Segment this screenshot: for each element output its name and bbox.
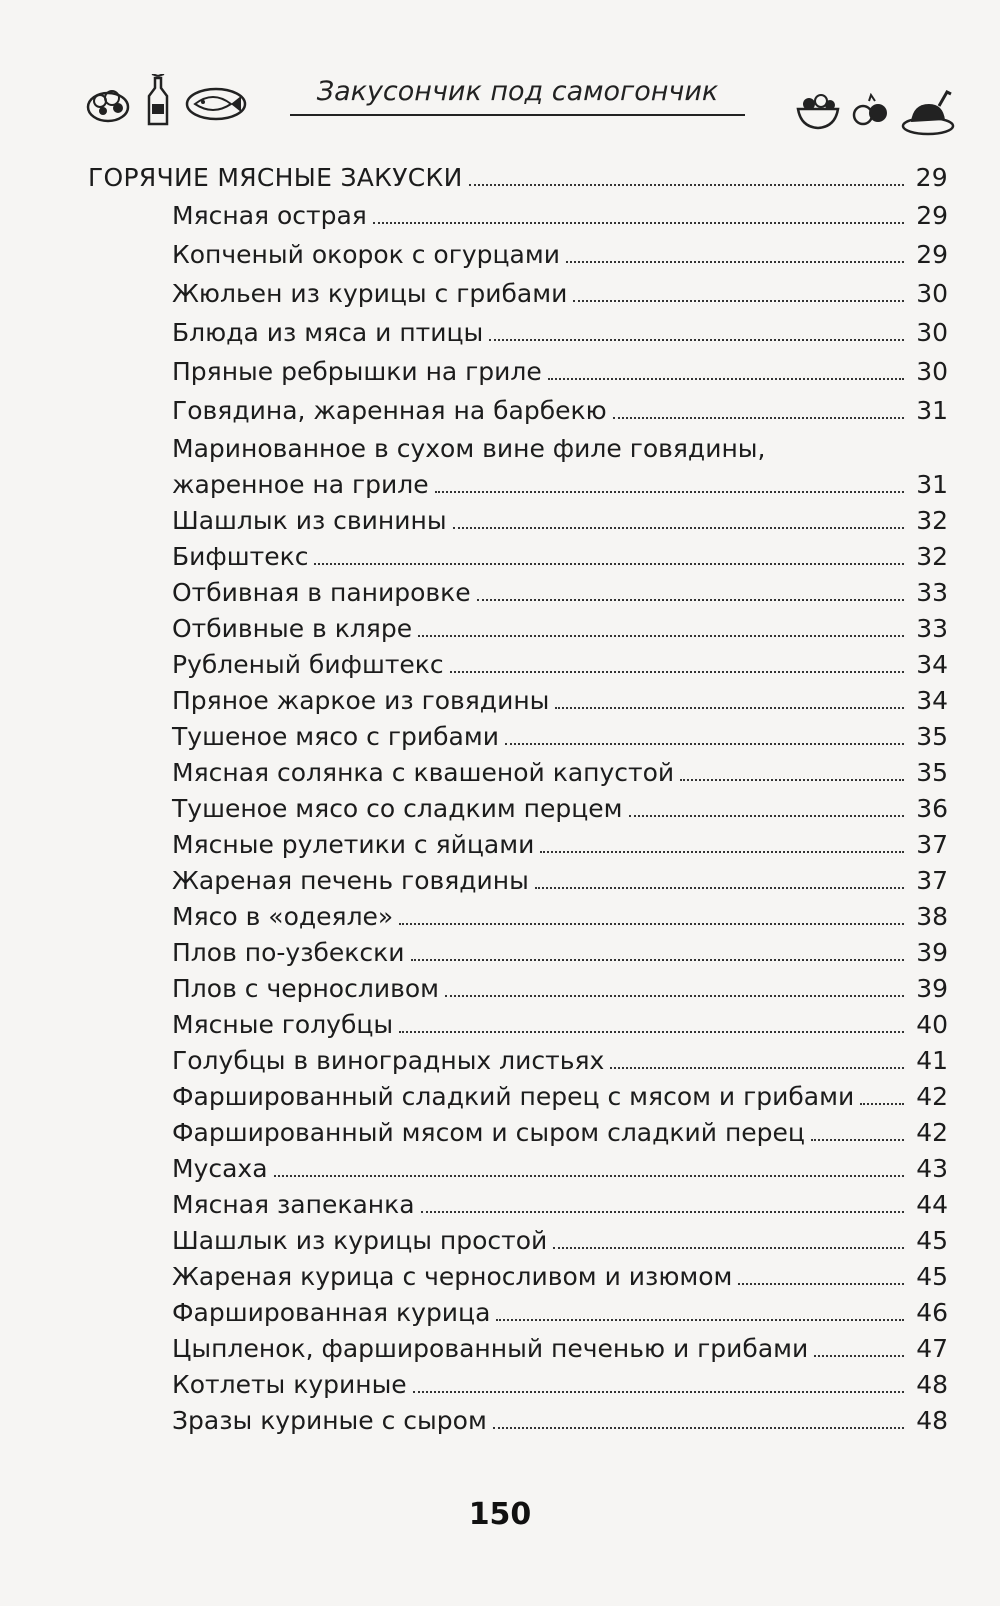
dot-leader (613, 416, 904, 419)
toc-entry-title: Тушеное мясо со сладким перцем (172, 794, 623, 823)
toc-section-title: ГОРЯЧИЕ МЯСНЫЕ ЗАКУСКИ (88, 163, 463, 192)
vegetable-bowl-icon (85, 79, 131, 125)
toc-entry-title: Мясная запеканка (172, 1190, 415, 1219)
dot-leader (811, 1138, 904, 1141)
toc-entry-page: 40 (916, 1010, 948, 1039)
toc-entry-title-line2: жаренное на гриле (172, 470, 429, 499)
toc-entry-title: Шашлык из свинины (172, 506, 447, 535)
salad-bowl-icon (795, 91, 841, 131)
toc-entry-page: 45 (916, 1262, 948, 1291)
berries-icon (851, 93, 891, 129)
toc-entry (172, 971, 948, 1007)
toc-entry-title: Мясная солянка с квашеной капустой (172, 758, 675, 787)
toc-entry-title: Пряные ребрышки на гриле (172, 357, 542, 386)
toc-entry-page: 45 (916, 1226, 948, 1255)
toc-section-heading (88, 160, 948, 196)
toc-entry (172, 827, 948, 863)
dot-leader (413, 1390, 904, 1393)
toc-entry-page: 42 (916, 1118, 948, 1147)
toc-section-page: 29 (915, 163, 948, 192)
dot-leader (566, 260, 904, 263)
header-decorations-right (795, 86, 955, 136)
dot-leader (738, 1282, 904, 1285)
toc-entry-title: Мусаха (172, 1154, 268, 1183)
toc-entry (172, 354, 948, 390)
toc-entry (172, 719, 948, 755)
page-number: 150 (468, 1497, 532, 1532)
toc-entry-page: 34 (916, 686, 948, 715)
toc-entry-page: 32 (916, 542, 948, 571)
toc-entry-page: 32 (916, 506, 948, 535)
dot-leader (680, 778, 904, 781)
toc-entry-title: Фаршированная курица (172, 1298, 491, 1327)
page-header (85, 68, 955, 138)
toc-entry (172, 1223, 948, 1259)
toc-entry-page: 33 (916, 578, 948, 607)
dot-leader (496, 1318, 904, 1321)
dot-leader (435, 490, 904, 493)
herb-bottle-icon (143, 74, 173, 130)
toc-entry (172, 237, 948, 273)
dot-leader (450, 670, 904, 673)
toc-entry (172, 315, 948, 351)
toc-entry-page: 44 (916, 1190, 948, 1219)
toc-entry (172, 1403, 948, 1439)
toc-entry (172, 1007, 948, 1043)
dot-leader (477, 598, 904, 601)
toc-entry (172, 503, 948, 539)
toc-entry (172, 611, 948, 647)
toc-entry (172, 393, 948, 429)
toc-entry-page: 34 (916, 650, 948, 679)
toc-entry-title: Жареная печень говядины (172, 866, 529, 895)
toc-entry (172, 647, 948, 683)
dot-leader (553, 1246, 904, 1249)
toc-entry (172, 467, 948, 503)
toc-entry (172, 1079, 948, 1115)
toc-entry-title: Блюда из мяса и птицы (172, 318, 484, 347)
dot-leader (505, 742, 904, 745)
toc-entry (172, 1043, 948, 1079)
dot-leader (860, 1102, 904, 1105)
dot-leader (555, 706, 904, 709)
toc-entry-title: Копченый окорок с огурцами (172, 240, 560, 269)
toc-entry-title: Фаршированный мясом и сыром сладкий перец (172, 1118, 805, 1147)
toc-entry (172, 755, 948, 791)
dot-leader (629, 814, 904, 817)
toc-entry (172, 863, 948, 899)
toc-entry (172, 1151, 948, 1187)
toc-entry (172, 935, 948, 971)
toc-entry-title-line1: Маринованное в сухом вине филе говядины, (172, 434, 766, 463)
toc-entry (172, 683, 948, 719)
toc-entry (172, 539, 948, 575)
toc-entry (172, 575, 948, 611)
toc-entry (172, 276, 948, 312)
toc-entry-title: Зразы куриные с сыром (172, 1406, 487, 1435)
toc-entry-title: Тушеное мясо с грибами (172, 722, 499, 751)
toc-entry-page: 35 (916, 758, 948, 787)
toc-entry-page: 30 (916, 318, 948, 347)
dot-leader (814, 1354, 904, 1357)
toc-entry-title: Мясные рулетики с яйцами (172, 830, 535, 859)
toc-entry-title: Жюльен из курицы с грибами (172, 279, 568, 308)
toc-entry (172, 899, 948, 935)
dot-leader (274, 1174, 904, 1177)
toc-entry (172, 1187, 948, 1223)
toc-entry-page: 42 (916, 1082, 948, 1111)
roast-chicken-icon (901, 86, 955, 136)
toc-entry-page: 43 (916, 1154, 948, 1183)
dot-leader (314, 562, 904, 565)
toc-entry-title: Рубленый бифштекс (172, 650, 444, 679)
toc-entry-title: Мясная острая (172, 201, 367, 230)
toc-entry (172, 1367, 948, 1403)
toc-entry-page: 48 (916, 1370, 948, 1399)
toc-entry-page: 48 (916, 1406, 948, 1435)
toc-entry-page: 36 (916, 794, 948, 823)
toc-entry-title: Шашлык из курицы простой (172, 1226, 548, 1255)
toc-entry-page: 38 (916, 902, 948, 931)
toc-entry-title: Мясо в «одеяле» (172, 902, 394, 931)
dot-leader (411, 958, 905, 961)
dot-leader (421, 1210, 904, 1213)
toc-entry-page: 37 (916, 830, 948, 859)
toc-entry-page: 47 (916, 1334, 948, 1363)
dot-leader (399, 922, 904, 925)
toc-entry (172, 1259, 948, 1295)
toc-entry (172, 1115, 948, 1151)
dot-leader (535, 886, 904, 889)
toc-entry (172, 1295, 948, 1331)
toc-entry-title: Плов по-узбекски (172, 938, 405, 967)
toc-entry-page: 30 (916, 279, 948, 308)
toc-entry-page: 39 (916, 938, 948, 967)
toc-entry-page: 37 (916, 866, 948, 895)
toc-entry-title: Говядина, жаренная на барбекю (172, 396, 607, 425)
toc-entry (172, 791, 948, 827)
toc-entry-title: Отбивные в кляре (172, 614, 413, 643)
dot-leader (548, 377, 904, 380)
dot-leader (610, 1066, 904, 1069)
toc-entry-page: 31 (916, 396, 948, 425)
toc-entry-page: 31 (916, 470, 948, 499)
dot-leader (373, 221, 904, 224)
header-decorations-left (85, 74, 247, 130)
toc-entry (172, 1331, 948, 1367)
dot-leader (573, 299, 904, 302)
dot-leader (453, 526, 904, 529)
toc-entry-page: 46 (916, 1298, 948, 1327)
toc-entry-page: 29 (916, 201, 948, 230)
dot-leader (540, 850, 904, 853)
dot-leader (489, 338, 904, 341)
dot-leader (469, 183, 904, 186)
dot-leader (493, 1426, 904, 1429)
toc-entry-title: Отбивная в панировке (172, 578, 471, 607)
toc-entry-page: 33 (916, 614, 948, 643)
toc-entry-page: 35 (916, 722, 948, 751)
toc-entry-title: Пряное жаркое из говядины (172, 686, 550, 715)
dot-leader (418, 634, 904, 637)
toc-entry-title: Котлеты куриные (172, 1370, 407, 1399)
running-head: Закусончик под самогончик (316, 76, 719, 107)
dot-leader (445, 994, 904, 997)
toc-entry-title: Голубцы в виноградных листьях (172, 1046, 605, 1075)
toc-entry-page: 39 (916, 974, 948, 1003)
toc-entry-title: Фаршированный сладкий перец с мясом и грибами (172, 1082, 855, 1111)
toc-entry-title: Цыпленок, фаршированный печенью и грибами (172, 1334, 809, 1363)
toc-entry-page: 30 (916, 357, 948, 386)
toc-entry-page: 41 (916, 1046, 948, 1075)
toc-entry (172, 198, 948, 234)
toc-entry-title: Мясные голубцы (172, 1010, 394, 1039)
toc-entry-title: Плов с черносливом (172, 974, 439, 1003)
toc-entry-page: 29 (916, 240, 948, 269)
dot-leader (399, 1030, 904, 1033)
header-rule (290, 114, 745, 116)
toc-entry-title: Бифштекс (172, 542, 309, 571)
fish-plate-icon (185, 82, 247, 122)
toc-entry-title: Жареная курица с черносливом и изюмом (172, 1262, 733, 1291)
